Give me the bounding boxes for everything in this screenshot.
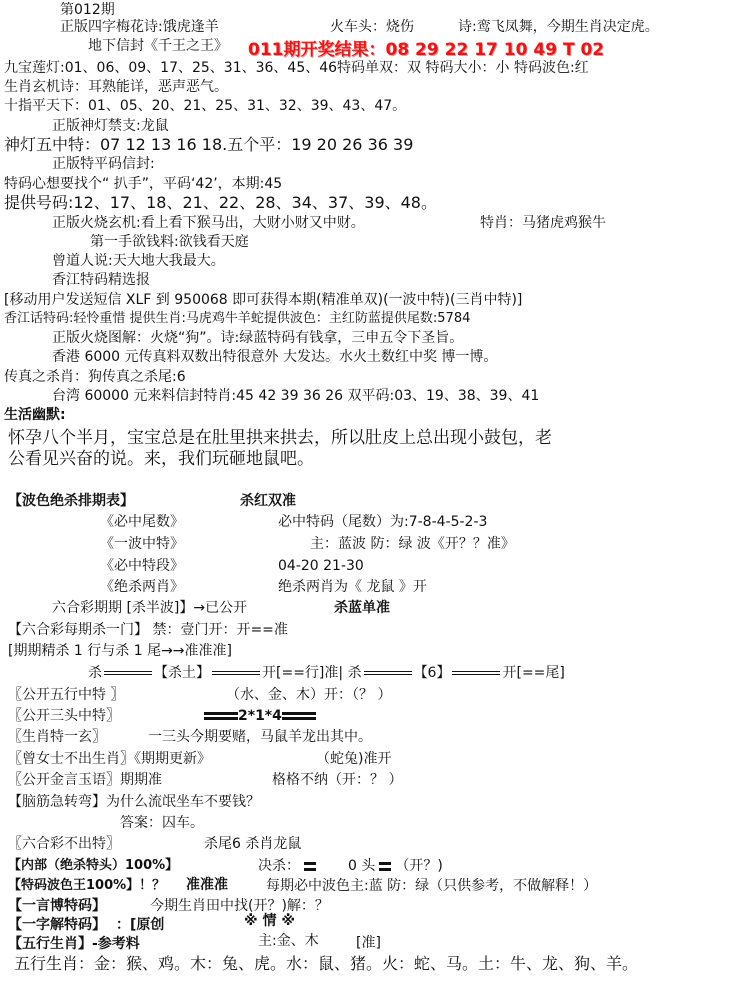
- kill-two-label: 《绝杀两肖》: [100, 579, 184, 595]
- double-line-divider: [104, 671, 152, 675]
- kill-label-2: 杀: [347, 665, 362, 681]
- one-word-special: 【一言博特码】: [8, 898, 106, 914]
- one-wave-value: 主：蓝波 防：绿 波《开？？准》: [310, 536, 515, 552]
- equal-mark: [304, 862, 316, 871]
- inner-kill-value: 0 头: [348, 858, 376, 874]
- first-hand-tip: 第一手欲钱料:欲钱看天庭: [90, 234, 249, 250]
- bar-divider: [204, 712, 238, 720]
- half-wave-label: 六合彩期期 [杀半波]】→已公开: [52, 600, 248, 616]
- open-row: 开[==行]准|: [262, 665, 344, 681]
- bar-divider: [282, 712, 316, 720]
- draw-result-banner: [248, 35, 605, 60]
- color-kill-title: 【波色绝杀排期表】: [8, 493, 134, 509]
- lamp-forbidden: 正版神灯禁支:龙鼠: [52, 118, 169, 134]
- hongkong-talk: 香江话特码:轻怜重惜 提供生肖:马虎鸡牛羊蛇提供波色：主红防蓝提供尾数:5784: [4, 311, 471, 326]
- must-tail-value: 必中特码（尾数）为:7-8-4-5-2-3: [278, 514, 488, 530]
- provided-numbers: 提供号码:12、17、18、21、22、28、34、37、39、48。: [4, 193, 437, 212]
- kill-two-value: 绝杀两肖为《 龙鼠 》开: [278, 579, 427, 595]
- double-line-divider: [452, 671, 500, 675]
- poem-line: 诗:鸾飞凤舞，今期生肖决定虎。: [458, 19, 659, 35]
- kill-label-1: 杀: [88, 665, 102, 681]
- kill-element-row: [88, 664, 565, 682]
- equal-mark: [379, 862, 391, 871]
- five-elements-zodiac-list: 五行生肖：金：猴、鸡。木：兔、虎。水：鼠、猪。火：蛇、马。土：牛、龙、狗、羊。: [14, 954, 639, 973]
- joke-line-2: 公看见兴奋的说。来，我们玩砸地鼠吧。: [8, 449, 314, 469]
- kill-red-double: 杀红双准: [240, 493, 296, 509]
- inner-kill-label: 【内部（绝杀特头）100%】: [8, 858, 179, 873]
- one-word-value: 今期生肖田中找(开？)解：？: [150, 898, 329, 914]
- color-king-tag: 准准准: [186, 877, 228, 893]
- sms-promo: [移动用户发送短信 XLF 到 950068 即可获得本期(精准单双)(一波中特)(三肖中特)]: [4, 292, 523, 308]
- taoist-saying: 曾道人说:天大地大我最大。: [52, 253, 225, 269]
- five-elements-value: （水、金、木）开：（？ ）: [226, 687, 392, 703]
- no-special-value: 杀尾6 杀肖龙鼠: [204, 836, 302, 852]
- ms-zeng-label: 〖曾女士不出生肖〗《期期更新》: [8, 751, 211, 767]
- five-elements-zodiac-main: 主:金、木: [258, 933, 319, 949]
- golden-words-value: 格格不纳（开：？ ）: [272, 772, 403, 788]
- brain-teaser: 【脑筋急转弯】为什么流氓坐车不要钱？: [8, 794, 260, 810]
- humor-title: 生活幽默:: [4, 407, 66, 423]
- plum-poem: 正版四字梅花诗:饿虎逢羊: [60, 19, 219, 35]
- five-elements-zodiac-accurate: [准]: [356, 935, 381, 951]
- three-heads-value: 2*1*4: [238, 708, 282, 724]
- kill-six-box: 【6】: [413, 665, 451, 681]
- hk-fax-tip: 香港 6000 元传真料双数出特很意外 大发达。水火土数红中奖 博一博。: [52, 349, 498, 365]
- train-head: 火车头：烧伤: [330, 19, 414, 35]
- ten-fingers-line: 十指平天下：01、05、20、21、25、31、32、39、43、47。: [4, 98, 407, 114]
- must-segment-value: 04-20 21-30: [278, 558, 364, 574]
- must-segment-label: 《必中特段》: [100, 558, 184, 574]
- double-line-divider: [212, 671, 260, 675]
- must-tail-label: 《必中尾数》: [100, 514, 184, 530]
- envelope-title: 地下信封《千王之王》: [88, 38, 228, 54]
- double-line-divider: [364, 671, 412, 675]
- color-king-label: 【特码波色王100%】！？: [8, 878, 166, 893]
- special-zodiacs: 特肖：马猪虎鸡猴牛: [480, 215, 606, 231]
- one-wave-label: 《一波中特》: [100, 536, 184, 552]
- issue-number: 第012期: [60, 2, 115, 18]
- inner-kill-row: [258, 857, 443, 875]
- one-char-special: 【一字解特码】: [8, 917, 106, 933]
- three-heads-label: 〖公开三头中特〗: [8, 708, 120, 724]
- inner-kill-prefix: 决杀：: [258, 858, 300, 874]
- special-code-wish: 特码心想要找个“ 扒手”，平码‘42’，本期:45: [4, 176, 283, 192]
- kill-one-door: 【六合彩每期杀一门】 禁：壹门开：开==准: [8, 622, 288, 638]
- three-heads-row: [204, 707, 316, 725]
- open-tail: 开[==尾]: [502, 665, 565, 681]
- lamp-five-numbers: 神灯五中特：07 12 13 16 18.五个平：19 20 26 36 39: [4, 135, 414, 154]
- joke-line-1: 怀孕八个半月，宝宝总是在肚里拱来拱去，所以肚皮上总出现小鼓包，老: [8, 428, 552, 448]
- kill-row-tail: [期期精杀 1 行与杀 1 尾→→准准准]: [8, 643, 232, 659]
- fire-riddle: 正版火烧玄机:看上看下猴马出，大财小财又中财。: [52, 215, 365, 231]
- zodiac-special-value: 一三头今期要赌，马鼠羊龙出其中。: [148, 729, 372, 745]
- kill-earth-box: 【杀土】: [154, 665, 210, 681]
- zodiac-riddle-poem: 生肖玄机诗：耳熟能详，恶声恶气。: [4, 79, 228, 95]
- brain-teaser-answer: 答案：囚车。: [120, 815, 204, 831]
- no-special-label: 〖六合彩不出特〗: [8, 836, 120, 852]
- fax-kill: 传真之杀肖：狗传真之杀尾:6: [4, 369, 186, 385]
- inner-kill-open: （开？): [395, 858, 443, 874]
- emotion-char: ※ 情 ※: [244, 913, 295, 929]
- draw-result-text: 011期开奖结果：08 29 22 17 10 49 T 02: [248, 40, 605, 60]
- zodiac-special-label: 〖生肖特一玄〗: [8, 729, 106, 745]
- kill-blue-single: 杀蓝单准: [334, 600, 390, 616]
- flat-code-envelope: 正版特平码信封:: [52, 156, 155, 172]
- ms-zeng-value: （蛇兔)准开: [316, 751, 392, 767]
- color-king-value: 每期必中波色主:蓝 防：绿（只供参考，不做解释！）: [266, 878, 598, 894]
- taiwan-envelope: 台湾 60000 元来料信封特肖:45 42 39 36 26 双平码:03、19、38、39、41: [52, 388, 540, 404]
- hongkong-report-title: 香江特码精选报: [52, 272, 150, 288]
- lotus-lamp-line: 九宝莲灯:01、06、09、17、25、31、36、45、46特码单双：双 特码大小：小 特码波色:红: [4, 60, 589, 76]
- fire-picture-explain: 正版火烧图解：火烧“狗”。诗:绿蓝特码有钱拿，三申五令下圣旨。: [52, 330, 464, 346]
- golden-words-label: 〖公开金言玉语〗期期准: [8, 772, 162, 788]
- five-elements-label: 〖公开五行中特 〗: [8, 687, 125, 703]
- five-elements-zodiac-label: 【五行生肖】-参考料: [8, 936, 140, 952]
- original-tag: ：[原创: [116, 917, 165, 933]
